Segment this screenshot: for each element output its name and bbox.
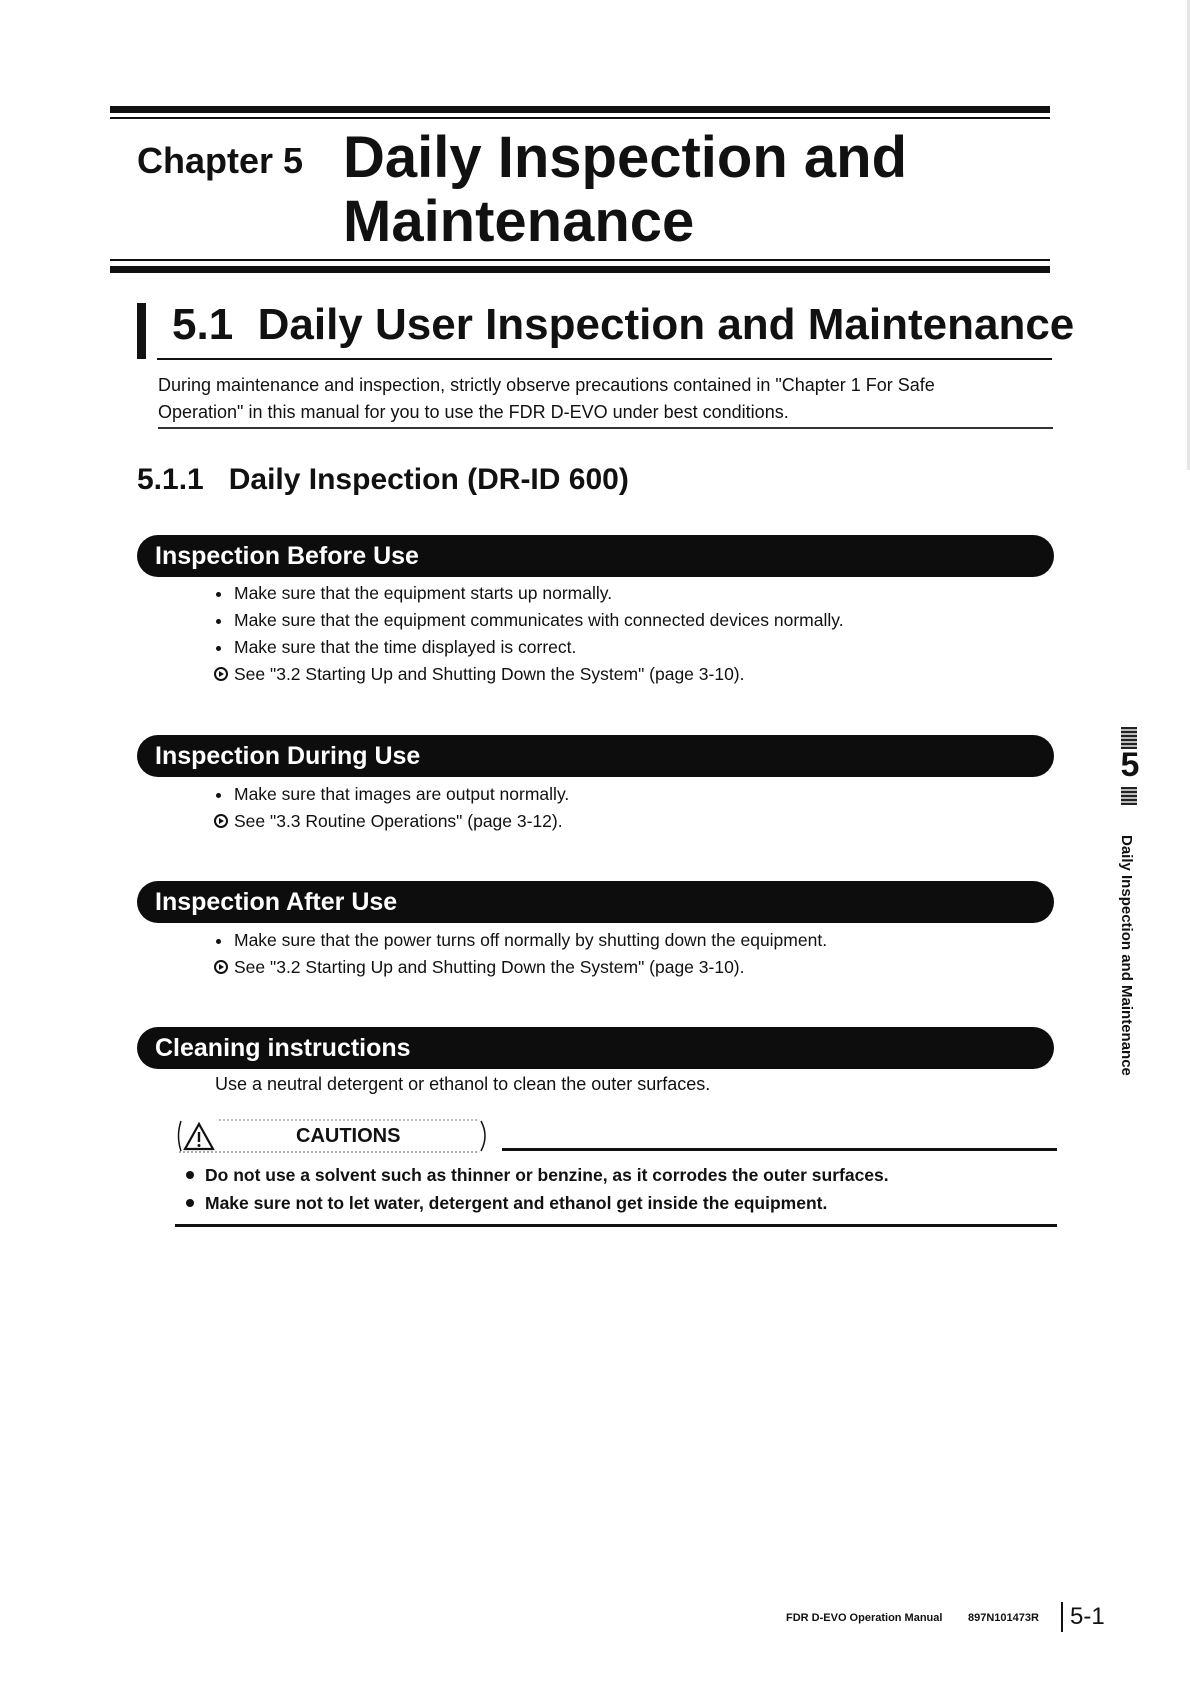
header-top-rule-thin: [110, 117, 1050, 119]
list-inspection-after-use: [214, 927, 827, 981]
footer-document-code: 897N101473R: [968, 1612, 1039, 1624]
header-bottom-rule-thick: [110, 266, 1050, 273]
reference-item: [214, 808, 569, 835]
cautions-label-box: [173, 1119, 491, 1153]
heading-inspection-during-use: Inspection During Use: [137, 735, 1054, 777]
reference-text: See "3.2 Starting Up and Shutting Down the System" (page 3-10).: [234, 957, 745, 977]
cautions-bottom-rule: [175, 1224, 1057, 1227]
list-inspection-during-use: [214, 781, 569, 835]
reference-arrow-icon: [214, 667, 228, 681]
chapter-title-line1: Daily Inspection and: [343, 125, 907, 190]
section-intro-line2: Operation" in this manual for you to use the FDR D-EVO under best conditions.: [158, 402, 789, 422]
reference-text: See "3.2 Starting Up and Shutting Down the System" (page 3-10).: [234, 664, 745, 684]
chapter-title-line2: Maintenance: [343, 189, 695, 254]
caution-item: Make sure not to let water, detergent and ethanol get inside the equipment.: [183, 1189, 889, 1217]
side-tab-text: Daily Inspection and Maintenance: [1118, 835, 1135, 1076]
caution-item: Do not use a solvent such as thinner or benzine, as it corrodes the outer surfaces.: [183, 1161, 889, 1189]
footer-manual-name: FDR D-EVO Operation Manual: [786, 1612, 943, 1624]
reference-arrow-icon: [214, 960, 228, 974]
cautions-rule: [502, 1148, 1057, 1151]
heading-inspection-before-use: Inspection Before Use: [137, 535, 1054, 577]
chapter-title: [343, 126, 1043, 254]
list-inspection-before-use: [214, 580, 844, 688]
header-top-rule-thick: [110, 106, 1050, 113]
list-item: Make sure that the power turns off normally by shutting down the equipment.: [214, 927, 827, 954]
intro-rule: [158, 427, 1053, 429]
cautions-label: CAUTIONS: [296, 1125, 401, 1147]
list-item: Make sure that the equipment starts up normally.: [214, 580, 844, 607]
section-intro: [158, 372, 1038, 426]
warning-triangle-icon: [175, 1119, 219, 1153]
chapter-label: Chapter 5: [137, 140, 304, 181]
list-item: Make sure that the time displayed is correct.: [214, 634, 844, 661]
list-item: Make sure that images are output normally.: [214, 781, 569, 808]
list-item: Make sure that the equipment communicates with connected devices normally.: [214, 607, 844, 634]
cautions-label-frame: [219, 1119, 491, 1153]
side-tab-bottom-pattern: [1121, 787, 1137, 805]
heading-cleaning-instructions: Cleaning instructions: [137, 1027, 1054, 1069]
cautions-list: [183, 1161, 889, 1217]
subsection-title: 5.1.1 Daily Inspection (DR-ID 600): [137, 463, 629, 496]
section-marker-bar: [137, 303, 146, 359]
side-tab-number: 5: [1120, 746, 1140, 784]
footer-page-number: 5-1: [1070, 1603, 1105, 1630]
section-intro-line1: During maintenance and inspection, strictly observe precautions contained in "Chapter 1 For Safe: [158, 375, 935, 395]
cleaning-text: Use a neutral detergent or ethanol to clean the outer surfaces.: [215, 1074, 711, 1094]
chapter-side-tab: [1117, 727, 1143, 807]
section-title: 5.1 Daily User Inspection and Maintenance: [172, 300, 1075, 349]
reference-item: [214, 954, 827, 981]
section-underline: [157, 358, 1052, 360]
reference-item: [214, 661, 844, 688]
footer-separator: [1061, 1602, 1063, 1632]
reference-text: See "3.3 Routine Operations" (page 3-12).: [234, 811, 563, 831]
header-bottom-rule-thin: [110, 259, 1050, 261]
reference-arrow-icon: [214, 814, 228, 828]
heading-inspection-after-use: Inspection After Use: [137, 881, 1054, 923]
